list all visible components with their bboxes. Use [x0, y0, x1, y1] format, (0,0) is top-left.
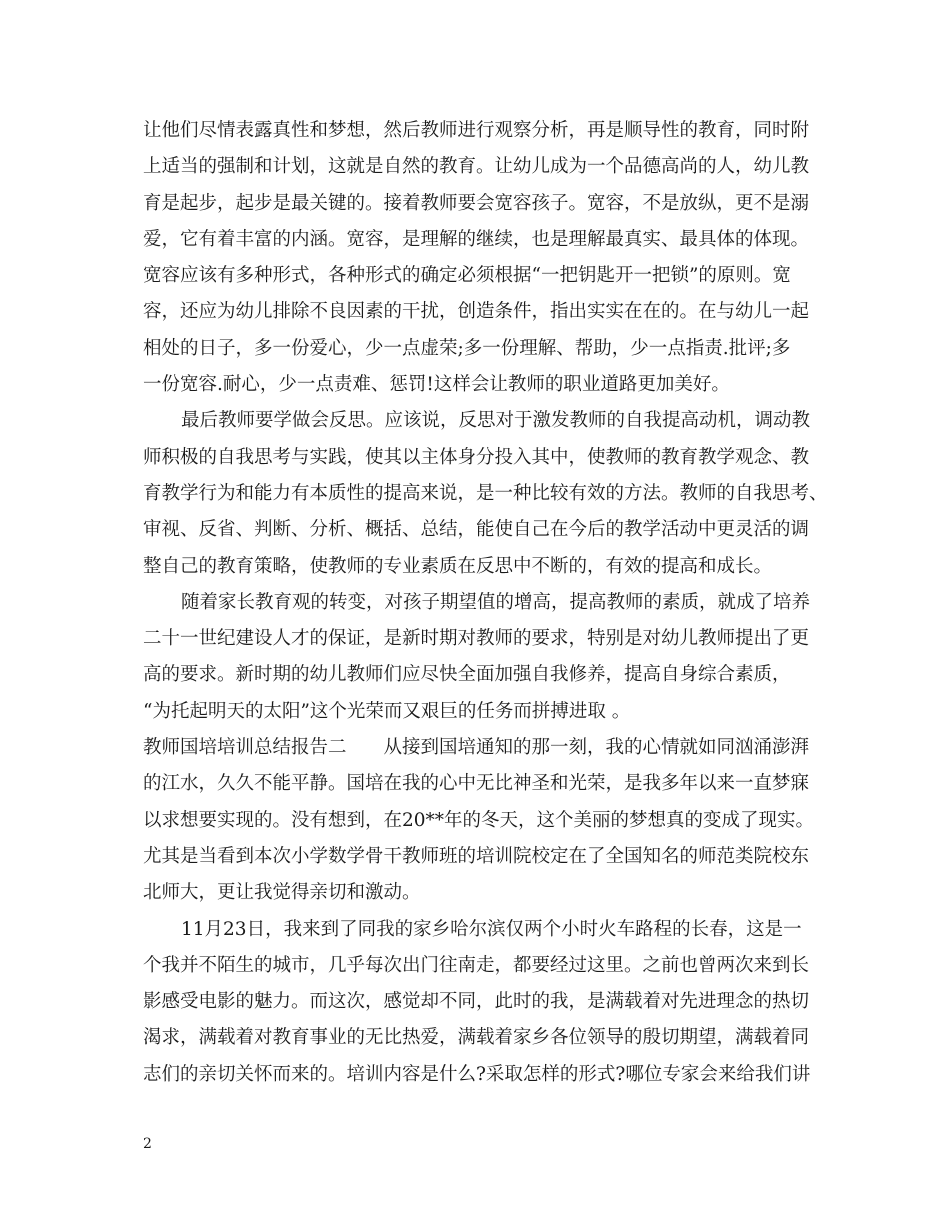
section-heading-line: 教师国培培训总结报告二 从接到国培通知的那一刻，我的心情就如同汹涌澎湃 [143, 737, 810, 759]
text-line: 宽容应该有多种形式，各种形式的确定必须根据“一把钥匙开一把锁”的原则。宽 [143, 265, 791, 287]
text-line: 高的要求。新时期的幼儿教师们应尽快全面加强自我修养，提高自身综合素质， [143, 664, 791, 686]
text-line: 个我并不陌生的城市，几乎每次出门往南走，都要经过这里。之前也曾两次来到长 [143, 954, 810, 976]
text-line: “为托起明天的太阳”这个光荣而又艰巨的任务而拼搏进取 。 [143, 700, 631, 722]
text-line: 整自己的教育策略，使教师的专业素质在反思中不断的，有效的提高和成长。 [143, 555, 773, 577]
text-line: 爱，它有着丰富的内涵。宽容，是理解的继续，也是理解最真实、最具体的体现。 [143, 228, 810, 250]
paragraph-start-line: 最后教师要学做会反思。应该说，反思对于激发教师的自我提高动机，调动教 [181, 410, 811, 432]
text-line: 育是起步，起步是最关键的。接着教师要会宽容孩子。宽容，不是放纵，更不是溺 [143, 192, 810, 214]
text-line: 影感受电影的魅力。而这次，感觉却不同，此时的我，是满载着对先进理念的热切 [143, 991, 810, 1013]
text-line: 以求想要实现的。没有想到，在20**年的冬天，这个美丽的梦想真的变成了现实。 [143, 809, 815, 831]
text-line: 渴求，满载着对教育事业的无比热爱，满载着家乡各位领导的殷切期望，满载着同 [143, 1027, 810, 1049]
text-line: 相处的日子，多一份爱心，少一点虚荣;多一份理解、帮助，少一点指责.批评;多 [143, 337, 791, 359]
text-line: 一份宽容.耐心，少一点责难、惩罚!这样会让教师的职业道路更加美好。 [143, 374, 730, 396]
text-line: 尤其是当看到本次小学数学骨干教师班的培训院校定在了全国知名的师范类院校东 [143, 845, 810, 867]
text-line: 师积极的自我思考与实践，使其以主体身分投入其中，使教师的教育教学观念、教 [143, 446, 810, 468]
paragraph-start-line: 随着家长教育观的转变，对孩子期望值的增高，提高教师的素质，就成了培养 [181, 591, 811, 613]
text-line: 北师大，更让我觉得亲切和激动。 [143, 882, 421, 904]
text-line: 容，还应为幼儿排除不良因素的干扰，创造条件，指出实实在在的。在与幼儿一起 [143, 301, 810, 323]
text-line: 审视、反省、判断、分析、概括、总结，能使自己在今后的教学活动中更灵活的调 [143, 519, 810, 541]
text-line: 的江水，久久不能平静。国培在我的心中无比神圣和光荣，是我多年以来一直梦寐 [143, 773, 810, 795]
text-line: 上适当的强制和计划，这就是自然的教育。让幼儿成为一个品德高尚的人，幼儿教 [143, 156, 810, 178]
paragraph-start-line: 11月23日，我来到了同我的家乡哈尔滨仅两个小时火车路程的长春，这是一 [181, 918, 802, 940]
text-line: 二十一世纪建设人才的保证，是新时期对教师的要求，特别是对幼儿教师提出了更 [143, 628, 810, 650]
page-number: 2 [143, 1136, 152, 1152]
text-line: 志们的亲切关怀而来的。培训内容是什么?采取怎样的形式?哪位专家会来给我们讲 [143, 1063, 811, 1085]
text-line: 让他们尽情表露真性和梦想，然后教师进行观察分析，再是顺导性的教育，同时附 [143, 120, 810, 141]
text-line: 育教学行为和能力有本质性的提高来说，是一种比较有效的方法。教师的自我思考、 [143, 482, 828, 504]
body-text [143, 113, 828, 1093]
